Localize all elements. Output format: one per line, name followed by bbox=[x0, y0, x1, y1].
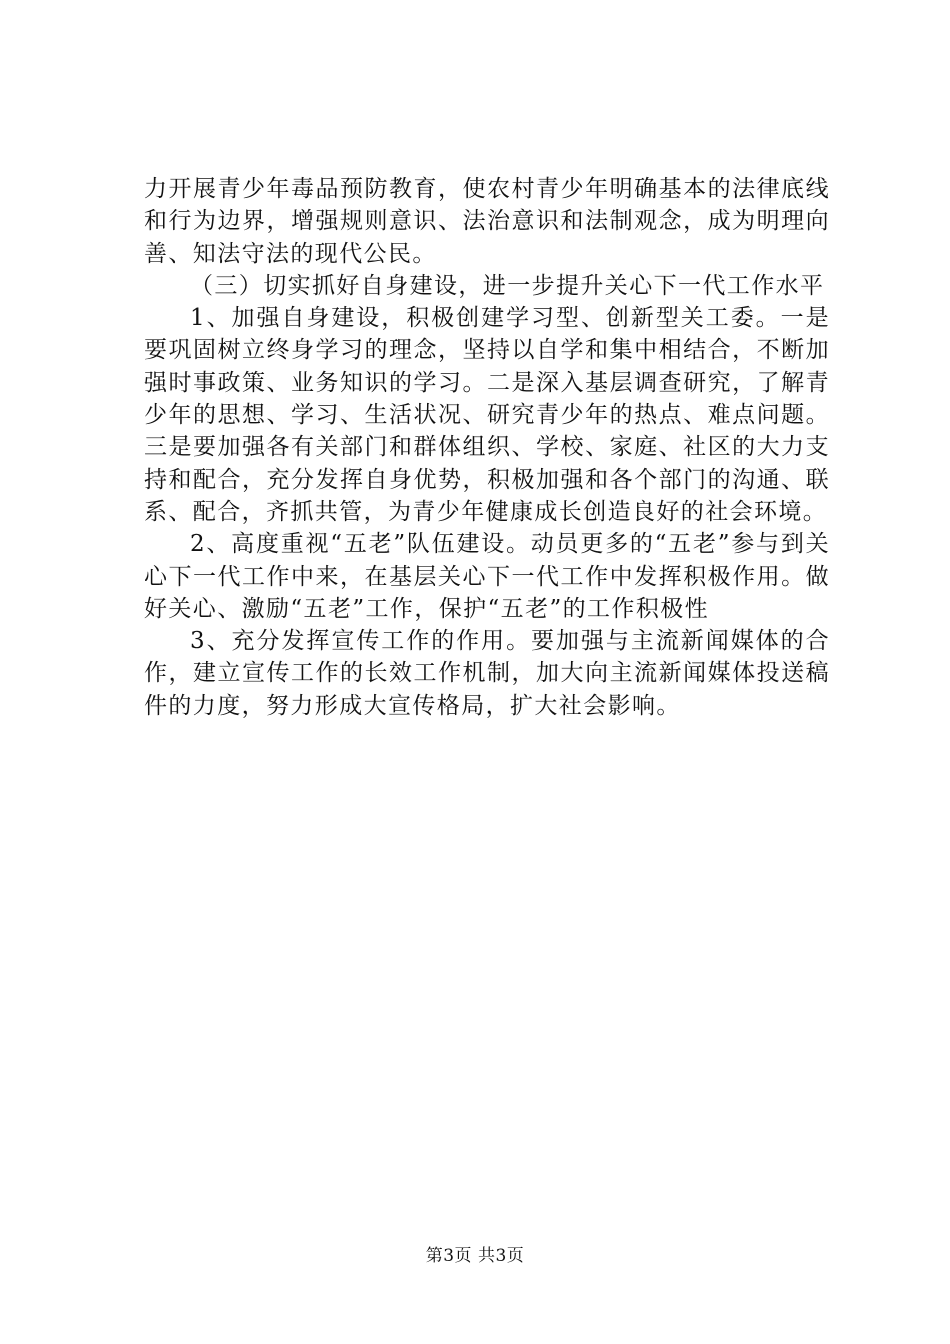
paragraph-item-1: 1、加强自身建设，积极创建学习型、创新型关工委。一是要巩固树立终身学习的理念，坚持以自学和集中相结合，不断加强时事政策、业务知识的学习。二是深入基层调查研究，了解青少年的思想、学习、生活状况、研究青少年的热点、难点问题。三是要加强各有关部门和群体组织、学校、家庭、社区的大力支持和配合，充分发挥自身优势，积极加强和各个部门的沟通、联系、配合，齐抓共管，为青少年健康成长创造良好的社会环境。 bbox=[144, 305, 830, 525]
paragraph-item-2: 2、高度重视“五老”队伍建设。动员更多的“五老”参与到关心下一代工作中来，在基层关心下一代工作中发挥积极作用。做好关心、激励“五老”工作，保护“五老”的工作积极性 bbox=[144, 531, 830, 622]
section-heading: （三）切实抓好自身建设，进一步提升关心下一代工作水平 bbox=[190, 272, 825, 299]
document-body bbox=[144, 173, 830, 722]
paragraph-continuation: 力开展青少年毒品预防教育，使农村青少年明确基本的法律底线和行为边界，增强规则意识、法治意识和法制观念，成为明理向善、知法守法的现代公民。 bbox=[144, 176, 830, 267]
page-number-footer: 第3页 共3页 bbox=[425, 1246, 525, 1266]
paragraph-item-3: 3、充分发挥宣传工作的作用。要加强与主流新闻媒体的合作，建立宣传工作的长效工作机制，加大向主流新闻媒体投送稿件的力度，努力形成大宣传格局，扩大社会影响。 bbox=[144, 628, 830, 719]
